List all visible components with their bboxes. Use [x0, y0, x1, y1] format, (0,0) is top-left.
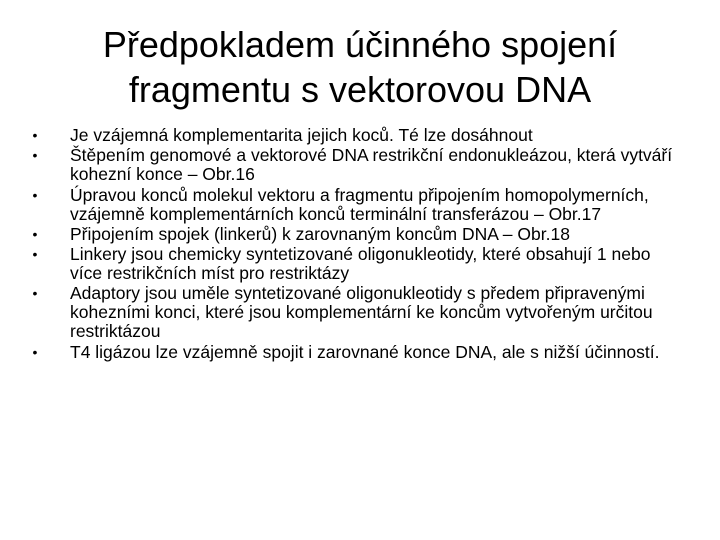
bullet-dot-icon: • — [32, 186, 38, 203]
bullet-item-4 — [28, 225, 678, 244]
bullet-text: Adaptory jsou uměle syntetizované oligonukleotidy s předem připravenými kohezními konci, které jsou komplementární ke koncům vytvořeným určitou restriktázou — [70, 283, 653, 342]
bullet-text: Připojením spojek (linkerů) k zarovnaným koncům DNA – Obr.18 — [70, 223, 570, 244]
bullet-text: T4 ligázou lze vzájemně spojit i zarovnané konce DNA, ale s nižší účinností. — [70, 341, 660, 362]
bullet-dot-icon: • — [32, 246, 38, 263]
slide-title — [30, 22, 690, 112]
bullet-text: Štěpením genomové a vektorové DNA restrikční endonukleázou, která vytváří kohezní konce – Obr.16 — [70, 145, 673, 185]
title-line-1: Předpokladem účinného spojení — [102, 24, 618, 65]
bullet-dot-icon: • — [32, 343, 38, 360]
bullet-dot-icon: • — [32, 127, 38, 143]
title-line-2: fragmentu s vektorovou DNA — [128, 69, 592, 110]
bullet-item-7 — [28, 343, 678, 362]
bullet-item-1 — [28, 126, 678, 145]
bullet-item-5 — [28, 245, 678, 283]
bullet-dot-icon: • — [32, 225, 38, 242]
bullet-item-2 — [28, 146, 678, 184]
bullet-text: Je vzájemná komplementarita jejich koců. Té lze dosáhnout — [70, 125, 533, 145]
bullet-list — [28, 126, 678, 363]
bullet-dot-icon: • — [32, 285, 38, 302]
bullet-item-3 — [28, 186, 678, 224]
bullet-dot-icon: • — [32, 147, 38, 164]
bullet-item-6 — [28, 284, 678, 341]
bullet-text: Úpravou konců molekul vektoru a fragmentu připojením homopolymerních, vzájemně komplementárních konců terminální transferázou – Obr.17 — [70, 184, 649, 224]
bullet-text: Linkery jsou chemicky syntetizované oligonukleotidy, které obsahují 1 nebo více restrikčních míst pro restriktázy — [70, 244, 651, 284]
